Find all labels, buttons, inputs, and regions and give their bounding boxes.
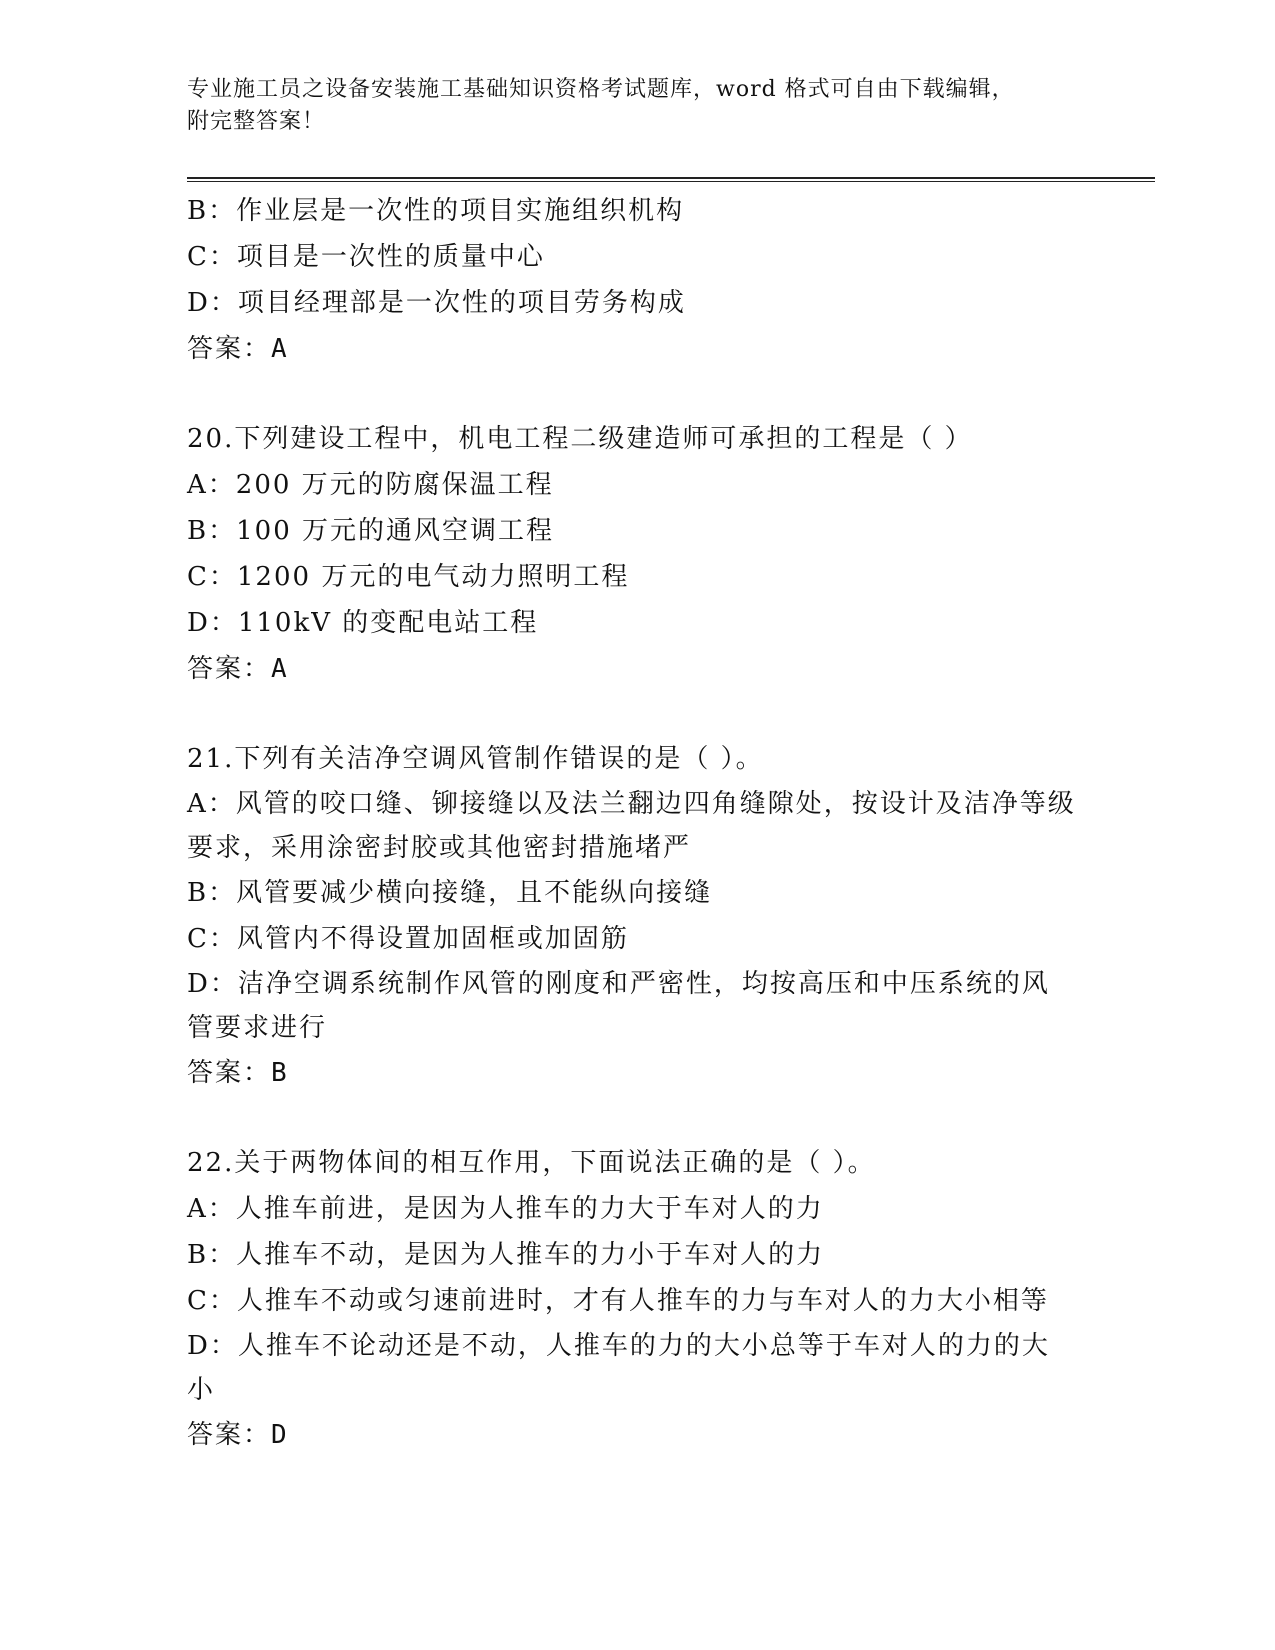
answer-value: A <box>271 334 287 364</box>
spacer <box>187 692 1077 736</box>
option-b: B：人推车不动，是因为人推车的力小于车对人的力 <box>187 1240 825 1270</box>
answer-label: 答案： <box>187 334 272 364</box>
option-c: C：1200 万元的电气动力照明工程 <box>187 562 630 592</box>
spacer <box>187 372 1077 416</box>
answer-value: D <box>271 1420 287 1450</box>
option-b: B：100 万元的通风空调工程 <box>187 516 554 546</box>
header-divider <box>187 177 1155 182</box>
answer-value: B <box>271 1058 287 1088</box>
option-a: A：200 万元的防腐保温工程 <box>187 470 554 500</box>
option-a: A：人推车前进，是因为人推车的力大于车对人的力 <box>187 1194 824 1224</box>
option-d: D：人推车不论动还是不动，人推车的力的大小总等于车对人的力的大小 <box>187 1331 1050 1405</box>
option-c: C：项目是一次性的质量中心 <box>187 242 545 272</box>
page-header: 专业施工员之设备安装施工基础知识资格考试题库，word 格式可自由下载编辑， 附完整答案！ <box>187 77 1015 134</box>
answer-line <box>187 646 1077 692</box>
option-d: D：洁净空调系统制作风管的刚度和严密性，均按高压和中压系统的风管要求进行 <box>187 969 1050 1043</box>
question-20 <box>187 416 1077 692</box>
answer-line <box>187 1412 1077 1458</box>
option-d: D：110kV 的变配电站工程 <box>187 608 539 638</box>
answer-label: 答案： <box>187 654 272 684</box>
answer-line <box>187 1050 1077 1096</box>
option-c: C：人推车不动或匀速前进时，才有人推车的力与车对人的力大小相等 <box>187 1286 1049 1316</box>
question-partial <box>187 188 1077 372</box>
question-21 <box>187 736 1077 1096</box>
answer-label: 答案： <box>187 1420 272 1450</box>
option-b: B：风管要减少横向接缝，且不能纵向接缝 <box>187 878 713 908</box>
option-c: C：风管内不得设置加固框或加固筋 <box>187 924 629 954</box>
answer-label: 答案： <box>187 1058 272 1088</box>
answer-value: A <box>271 654 287 684</box>
answer-line <box>187 326 1077 372</box>
question-22 <box>187 1140 1077 1458</box>
option-b: B：作业层是一次性的项目实施组织机构 <box>187 196 685 226</box>
spacer <box>187 1096 1077 1140</box>
question-list <box>187 188 1077 1458</box>
option-d: D：项目经理部是一次性的项目劳务构成 <box>187 288 686 318</box>
question-stem: 22.关于两物体间的相互作用，下面说法正确的是（ ）。 <box>187 1148 876 1178</box>
question-stem: 21.下列有关洁净空调风管制作错误的是（ ）。 <box>187 744 764 774</box>
option-a: A：风管的咬口缝、铆接缝以及法兰翻边四角缝隙处，按设计及洁净等级要求，采用涂密封胶或其他密封措施堵严 <box>187 789 1076 863</box>
question-stem: 20.下列建设工程中，机电工程二级建造师可承担的工程是（ ） <box>187 424 973 454</box>
